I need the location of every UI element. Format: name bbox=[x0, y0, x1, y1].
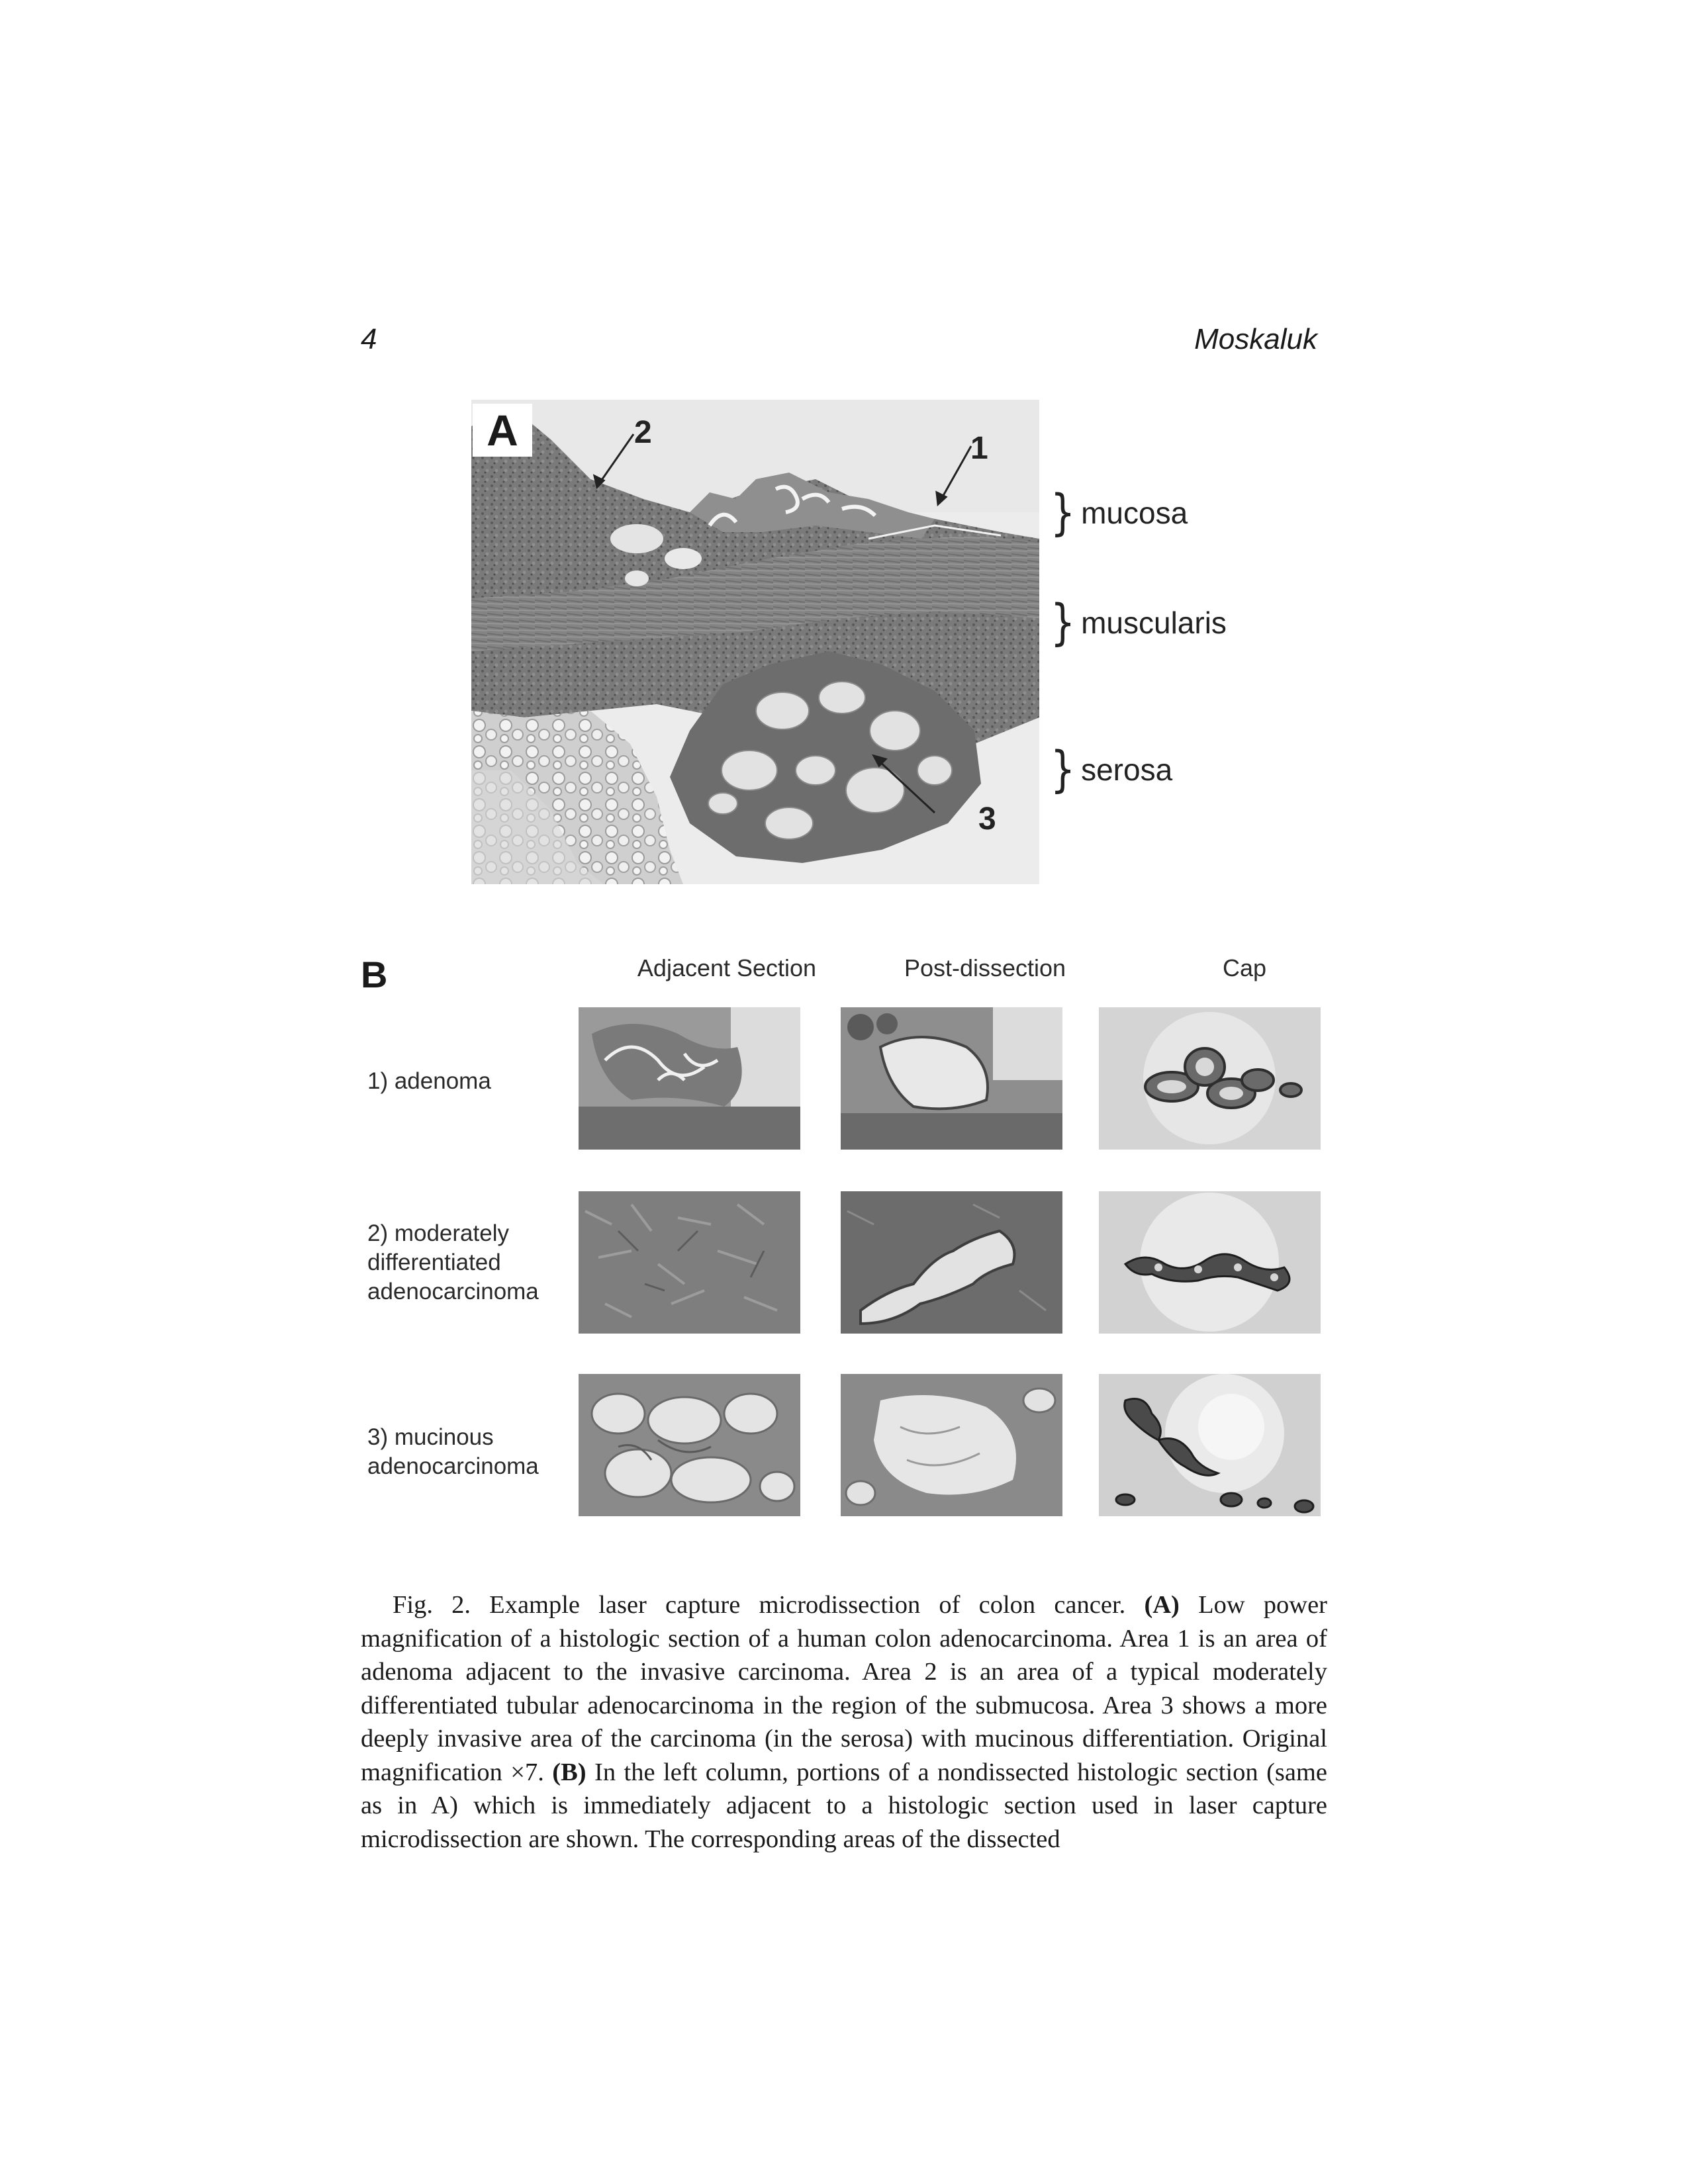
row-label-line: 2) moderately bbox=[367, 1220, 509, 1246]
panel-a-letter: A bbox=[473, 404, 532, 457]
caption-b-text: In the left column, portions of a nondissected histologic section (same as in A) which is immediately adjacent to a histologic section used in laser capture microdissection are shown. The corresponding areas of the dissected bbox=[361, 1758, 1327, 1853]
thumb-mucinous-cap bbox=[1099, 1374, 1321, 1516]
thumb-mucinous-adjacent bbox=[579, 1374, 800, 1516]
brace-icon: } bbox=[1050, 484, 1076, 541]
caption-a-marker: (A) bbox=[1144, 1591, 1180, 1619]
colon-section-image bbox=[471, 400, 1039, 884]
layer-serosa bbox=[1047, 741, 1173, 798]
thumb-mucinous-post-dissection bbox=[841, 1374, 1062, 1516]
column-header-post-dissection: Post-dissection bbox=[904, 954, 1066, 981]
layer-serosa-text: serosa bbox=[1081, 752, 1173, 787]
column-header-adjacent: Adjacent Section bbox=[637, 954, 817, 981]
thumb-adenoma-adjacent bbox=[579, 1007, 800, 1150]
layer-muscularis bbox=[1047, 594, 1227, 651]
thumb-moderate-adjacent bbox=[579, 1191, 800, 1334]
area-1-label: 1 bbox=[970, 431, 988, 466]
figure-caption bbox=[361, 1588, 1327, 1856]
caption-a-text: Low power magnification of a histologic section of a human colon adenocarcinoma. Area 1 is an area of adenoma adjacent to the invasive carcinoma. Area 2 is an area of a typical moderately differentiated tubular adenocarcinoma in the region of the submucosa. Area 3 shows a more deeply invasive area of the carcinoma (in the serosa) with mucinous differentiation. Original magnification ×7. bbox=[361, 1591, 1328, 1786]
row-label-line: adenocarcinoma bbox=[367, 1453, 539, 1479]
caption-b-marker: (B) bbox=[552, 1758, 586, 1786]
column-header-cap: Cap bbox=[1222, 954, 1267, 981]
row-label-mucinous bbox=[367, 1423, 539, 1481]
thumb-adenoma-post-dissection bbox=[841, 1007, 1062, 1150]
caption-fig-label: Fig. 2. Example laser capture microdissection of colon cancer. bbox=[393, 1591, 1126, 1619]
thumb-moderate-cap bbox=[1099, 1191, 1321, 1334]
panel-b-letter: B bbox=[361, 954, 388, 995]
layer-mucosa bbox=[1047, 484, 1188, 541]
brace-icon: } bbox=[1050, 741, 1076, 798]
thumb-adenoma-cap bbox=[1099, 1007, 1321, 1150]
layer-mucosa-text: mucosa bbox=[1081, 496, 1188, 530]
row-label-line: differentiated bbox=[367, 1250, 501, 1275]
brace-icon: } bbox=[1050, 594, 1076, 651]
layer-muscularis-text: muscularis bbox=[1081, 606, 1227, 640]
running-head-author: Moskaluk bbox=[1194, 323, 1317, 355]
thumb-moderate-post-dissection bbox=[841, 1191, 1062, 1334]
row-label-line: adenocarcinoma bbox=[367, 1279, 539, 1304]
caption-paragraph bbox=[361, 1588, 1327, 1856]
row-label-line: 1) adenoma bbox=[367, 1068, 491, 1094]
row-label-adenoma bbox=[367, 1067, 491, 1096]
row-label-line: 3) mucinous bbox=[367, 1424, 494, 1450]
area-2-label: 2 bbox=[634, 415, 652, 450]
page-number: 4 bbox=[361, 323, 377, 355]
area-3-label: 3 bbox=[978, 801, 996, 837]
row-label-moderately-differentiated bbox=[367, 1219, 539, 1306]
panel-a-micrograph bbox=[471, 400, 1039, 884]
